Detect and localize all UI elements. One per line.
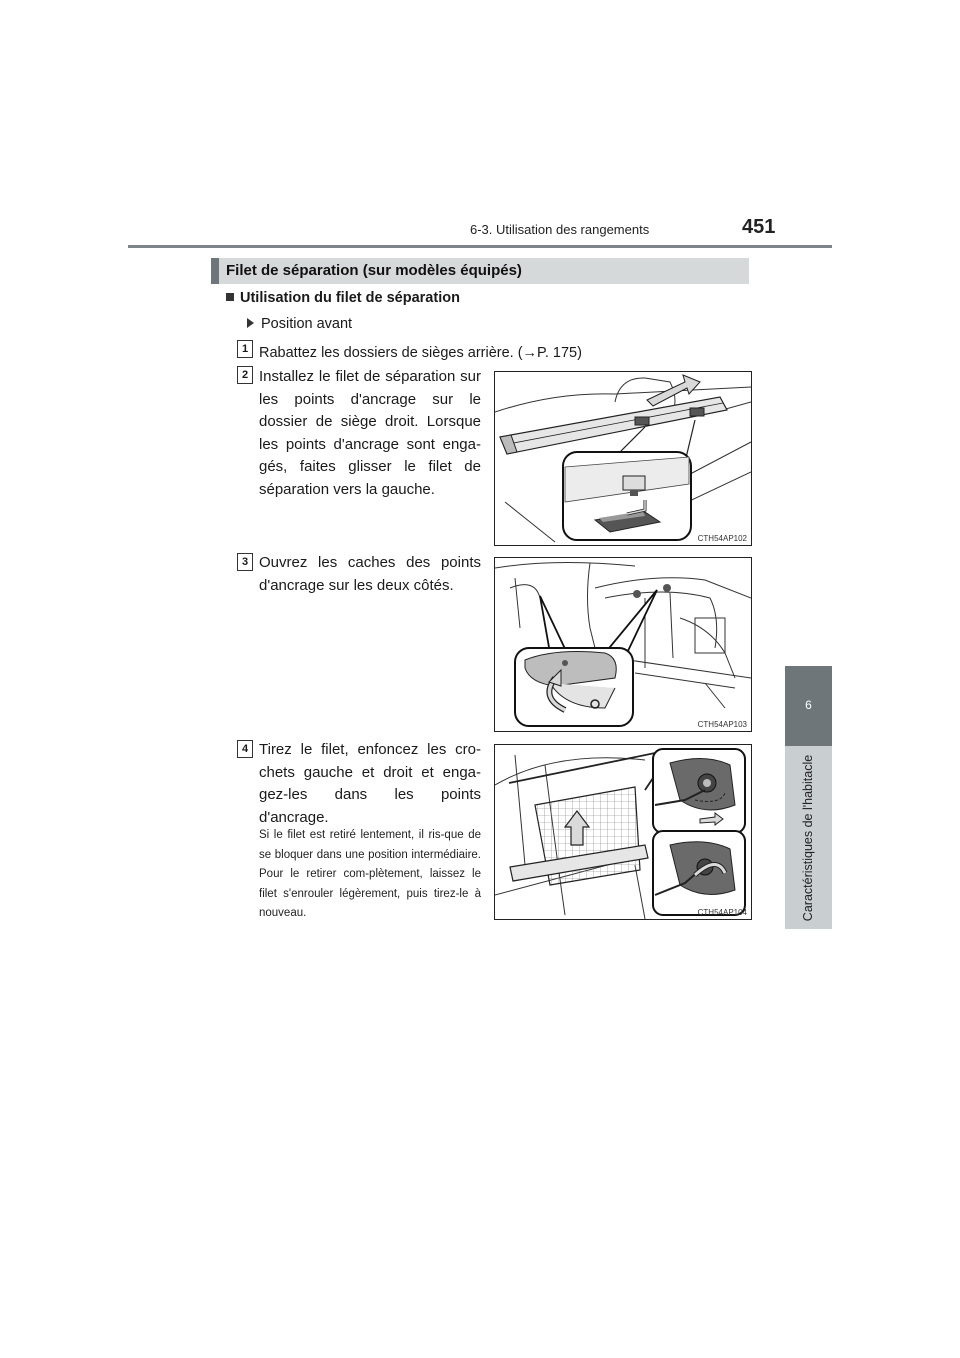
illustration-net-rail: [495, 372, 751, 545]
subheading: [226, 290, 460, 306]
figure-anchor-covers: [494, 557, 752, 732]
page-number: 451: [742, 216, 776, 238]
figure-caption: CTH54AP103: [697, 720, 747, 729]
step-text-3: Ouvrez les caches des points d'ancrage sur les deux côtés.: [259, 554, 481, 594]
figure-net-installation: [494, 371, 752, 546]
position-label-text: Position avant: [261, 316, 353, 332]
step-4-note: Si le filet est retiré lentement, il ris-que de se bloquer dans une position intermédiaire. Pour le retirer com-plètement, laissez le filet s'enrouler légèrement, puis tirez-le à nouveau.: [259, 829, 481, 920]
triangle-bullet-icon: [247, 318, 254, 328]
subheading-text: Utilisation du filet de séparation: [240, 290, 460, 306]
figure-caption: CTH54AP102: [697, 534, 747, 543]
step-number-1: 1: [237, 340, 253, 358]
step-text-2: Installez le filet de séparation sur les points d'ancrage sur le dossier de siège droit. Lorsque les points d'ancrage sont enga-gés, faites glisser le filet de séparation vers la gauche.: [259, 368, 481, 498]
illustration-cargo-area: [495, 558, 751, 731]
illustration-net-pulled: [495, 745, 751, 919]
position-label: [247, 316, 352, 332]
step-number-4: 4: [237, 740, 253, 758]
step-text-1: Rabattez les dossiers de sièges arrière. (→P. 175): [259, 345, 582, 361]
running-header-section: 6-3. Utilisation des rangements: [470, 222, 650, 237]
figure-net-hooks: [494, 744, 752, 920]
square-bullet-icon: [226, 293, 234, 301]
chapter-title: Caractéristiques de l'habitacle: [801, 754, 815, 922]
step-text-4: Tirez le filet, enfoncez les cro-chets gauche et droit et enga-gez-les dans les points d'ancrage.: [259, 741, 481, 826]
chapter-number: 6: [805, 698, 812, 712]
section-title: Filet de séparation (sur modèles équipés): [226, 262, 522, 279]
step-number-2: 2: [237, 366, 253, 384]
section-title-accent: [211, 258, 219, 284]
header-divider: [128, 245, 832, 248]
step-number-3: 3: [237, 553, 253, 571]
figure-caption: CTH54AP104: [697, 908, 747, 917]
